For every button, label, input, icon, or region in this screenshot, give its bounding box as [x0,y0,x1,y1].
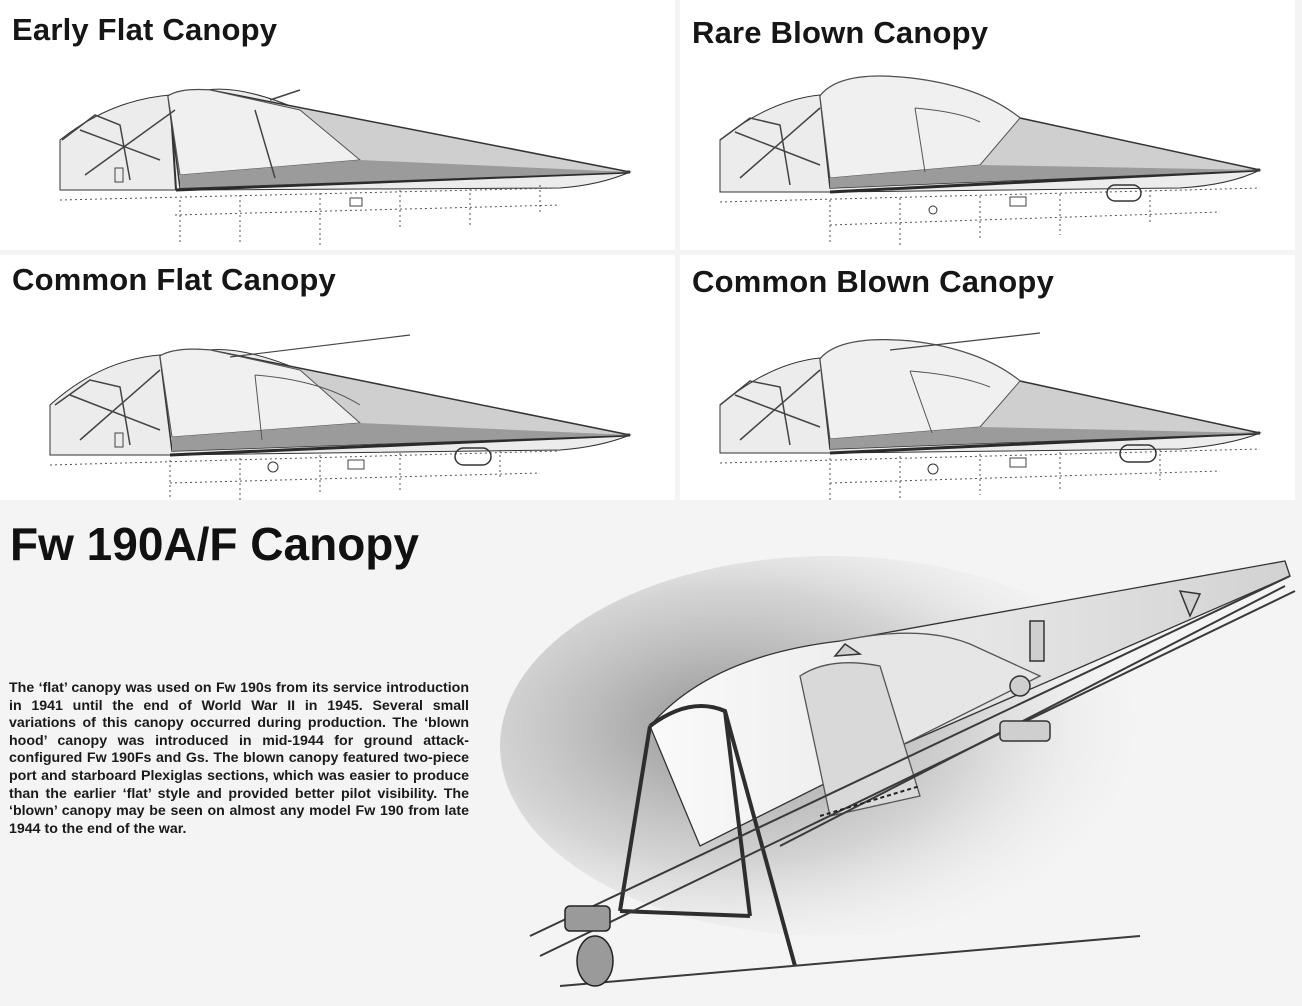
inspection-port [268,462,278,472]
inspection-port [929,206,937,214]
common-flat-canopy-drawing [0,255,675,500]
access-hatch [348,460,364,469]
common-blown-canopy-drawing [680,255,1295,500]
panel-lines [720,188,1260,245]
canopy-glazing [168,90,630,188]
panel-lines [60,185,560,245]
canopy-glazing [820,333,1260,449]
rare-blown-canopy-drawing [680,0,1295,250]
canopy-perspective-drawing [500,516,1300,1006]
early-flat-canopy-drawing [0,0,675,250]
main-title: Fw 190A/F Canopy [10,518,419,570]
panel-lines [50,450,560,500]
canopy-glazing [820,76,1260,188]
early-flat-title: Early Flat Canopy [12,12,278,47]
description-text: The ‘flat’ canopy was used on Fw 190s from its service introduction in 1941 until the end of World War II in 1945. Several small variations of this canopy occurred during production. The ‘blown hood’ canopy was introduced in mid-1944 for ground attack-configured Fw 190Fs and Gs. The blown canopy featured two-piece port and starboard Plexiglas sections, which was easier to produce than the earlier ‘flat’ style and provided better pilot visibility. The ‘blown’ canopy may be seen on almost any model Fw 190 from late 1944 to the end of the war. [9,680,469,837]
access-hatch [1010,197,1026,206]
access-hatch [350,198,362,206]
panel-lines [720,449,1260,500]
crank-handle [565,906,613,986]
rare-blown-title: Rare Blown Canopy [692,15,989,50]
common-blown-title: Common Blown Canopy [692,264,1055,299]
inspection-port [928,464,938,474]
access-hatch [1010,458,1026,467]
common-flat-title: Common Flat Canopy [12,262,336,297]
